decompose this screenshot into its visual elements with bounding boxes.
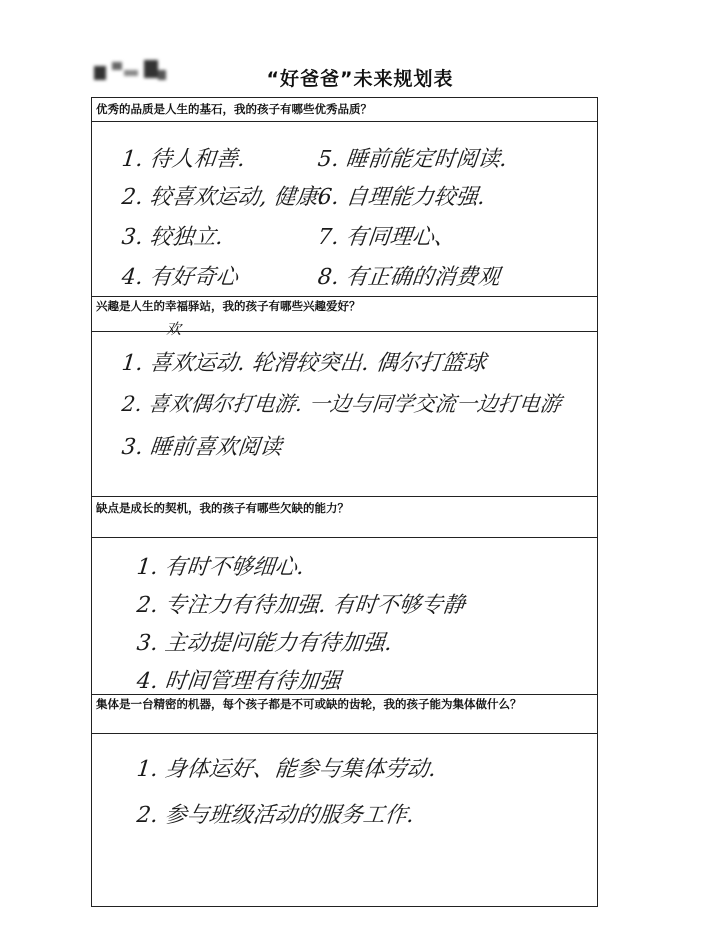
planning-form xyxy=(91,97,598,907)
answer-line: 5. 睡前能定时阅读. xyxy=(316,147,509,172)
answer-line: 3. 睡前喜欢阅读 xyxy=(120,435,284,460)
question-interests: 兴趣是人生的幸福驿站，我的孩子有哪些兴趣爱好？ xyxy=(92,296,597,332)
answer-line: 2. 喜欢偶尔打电游. 一边与同学交流一边打电游 xyxy=(120,392,563,416)
answer-line: 2. 专注力有待加强. 有时不够专静 xyxy=(135,593,467,618)
page-title: “好爸爸”未来规划表 xyxy=(266,68,454,90)
answer-line: 1. 喜欢运动. 轮滑较突出. 偶尔打篮球 xyxy=(120,351,488,376)
answer-line: 8. 有正确的消费观 xyxy=(316,265,502,290)
answer-line: 2. 参与班级活动的服务工作. xyxy=(135,803,416,828)
question-collective: 集体是一台精密的机器，每个孩子都是不可或缺的齿轮，我的孩子能为集体做什么？ xyxy=(92,694,597,734)
answer-line: 7. 有同理心、 xyxy=(316,225,458,250)
answer-line: 6. 自理能力较强. xyxy=(316,185,487,210)
answer-line: 1. 有时不够细心. xyxy=(135,555,306,580)
question-weaknesses: 缺点是成长的契机，我的孩子有哪些欠缺的能力？ xyxy=(92,496,597,538)
answer-line: 3. 较独立. xyxy=(120,225,225,250)
answer-line: 1. 身体运好、能参与集体劳动. xyxy=(135,757,438,782)
question-qualities: 优秀的品质是人生的基石，我的孩子有哪些优秀品质？ xyxy=(92,98,597,122)
answer-line: 2. 较喜欢运动, 健康. xyxy=(120,185,327,210)
answer-line: 4. 有好奇心 xyxy=(120,265,240,290)
answer-line: 3. 主动提问能力有待加强. xyxy=(135,631,394,656)
answer-line: 1. 待人和善. xyxy=(120,147,247,172)
insertion-mark: 欢 xyxy=(166,320,182,338)
answer-line: 4. 时间管理有待加强 xyxy=(135,669,343,694)
